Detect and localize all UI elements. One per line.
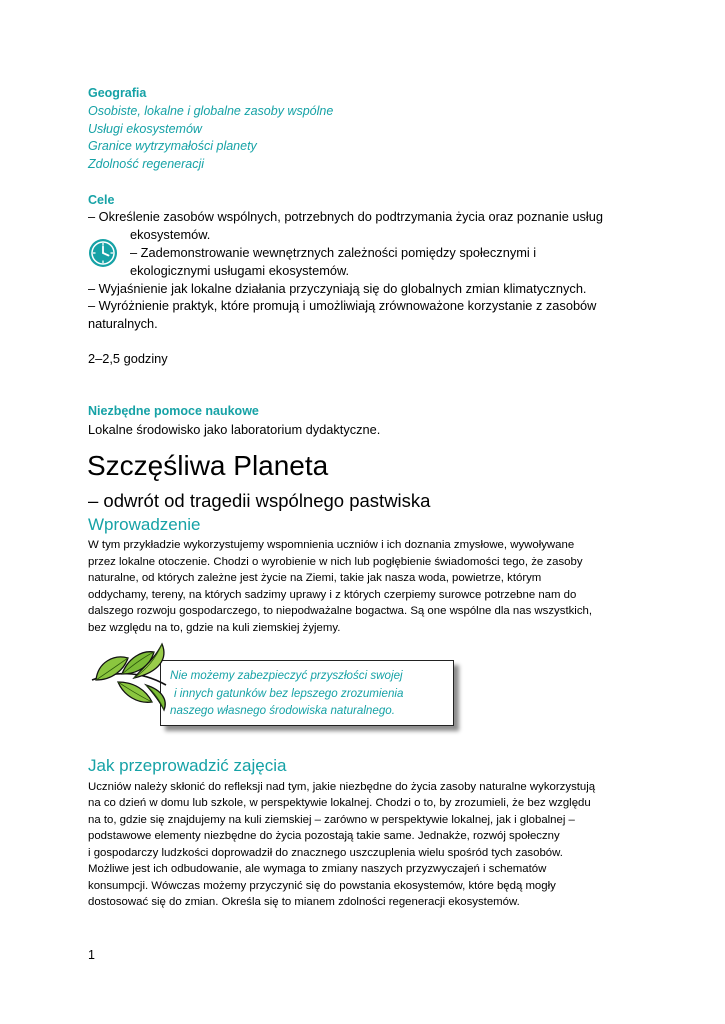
goal-line: – Określenie zasobów wspólnych, potrzebnych do podtrzymania życia oraz poznanie usług (88, 209, 603, 224)
topic-item: Granice wytrzymałości planety (88, 139, 257, 153)
materials-heading: Niezbędne pomoce naukowe (88, 404, 259, 418)
subject-heading: Geografia (88, 86, 147, 100)
intro-line: bez względu na to, gdzie na kuli ziemskiej żyjemy. (88, 622, 341, 634)
intro-line: dalszego rozwoju gospodarczego, to niepodważalne bogactwa. Są one wspólne dla nas wszystkich, (88, 605, 593, 617)
howto-line: Uczniów należy skłonić do refleksji nad tym, jakie niezbędne do życia zasoby naturalne wykorzystują (88, 781, 596, 793)
page-number: 1 (88, 948, 95, 962)
howto-line: dostosować się do zmian. Określa się to mianem zdolności regeneracji ekosystemów. (88, 896, 520, 908)
intro-line: naturalne, od których zależne jest życie na Ziemi, takie jak nasza woda, powietrze, którym (88, 572, 542, 584)
howto-line: Możliwe jest ich odbudowanie, ale wymaga to zmiany naszych przyzwyczajeń i schematów (88, 863, 547, 875)
page-subtitle: – odwrót od tragedii wspólnego pastwiska (88, 490, 431, 511)
quote-line: Nie możemy zabezpieczyć przyszłości swojej (170, 669, 403, 682)
materials-text: Lokalne środowisko jako laboratorium dydaktyczne. (88, 422, 381, 437)
goal-line: ekosystemów. (130, 227, 211, 242)
goal-line: – Wyjaśnienie jak lokalne działania przyczyniają się do globalnych zmian klimatycznych. (88, 281, 587, 296)
howto-line: konsumpcji. Wówczas możemy przyczynić się do powstania ekosystemów, które będą mogły (88, 880, 556, 892)
goal-line: – Zademonstrowanie wewnętrznych zależności pomiędzy społecznymi i (130, 245, 537, 260)
howto-line: na to, gdzie się znajdujemy na kuli ziemskiej – zarówno w perspektywie lokalnej, jak i globalnej – (88, 814, 575, 826)
intro-line: oddychamy, tereny, na których sadzimy uprawy i z których czerpiemy surowce potrzebne nam do (88, 589, 577, 601)
quote-line: naszego własnego środowiska naturalnego. (170, 704, 395, 717)
howto-heading: Jak przeprowadzić zajęcia (88, 756, 287, 775)
goal-line: – Wyróżnienie praktyk, które promują i umożliwiają zrównoważone korzystanie z zasobów (88, 298, 597, 313)
clock-icon (88, 238, 118, 268)
topic-item: Osobiste, lokalne i globalne zasoby wspólne (88, 104, 334, 118)
intro-line: przez lokalne otoczenie. Chodzi o wyrobienie w nich lub pogłębienie świadomości tego, że zasoby (88, 556, 583, 568)
topic-item: Zdolność regeneracji (88, 157, 205, 171)
howto-line: i gospodarczy ludzkości doprowadził do znacznego uszczuplenia wielu spośród tych zasobów. (88, 847, 563, 859)
goal-line: naturalnych. (88, 316, 158, 331)
quote-line: i innych gatunków bez lepszego zrozumienia (174, 687, 404, 700)
duration-text: 2–2,5 godziny (88, 351, 168, 366)
howto-line: na co dzień w domu lub szkole, w perspektywie lokalnej. Chodzi o to, by zrozumieli, że bez względu (88, 797, 591, 809)
page-title: Szczęśliwa Planeta (87, 450, 329, 481)
topic-item: Usługi ekosystemów (88, 122, 202, 136)
leaves-icon (88, 640, 170, 712)
goal-line: ekologicznymi usługami ekosystemów. (130, 263, 350, 278)
howto-line: podstawowe elementy niezbędne do życia pozostają takie same. Jednakże, rozwój społeczny (88, 830, 560, 842)
intro-line: W tym przykładzie wykorzystujemy wspomnienia uczniów i ich doznania zmysłowe, wywoływane (88, 539, 575, 551)
goals-heading: Cele (88, 193, 115, 207)
intro-heading: Wprowadzenie (88, 515, 201, 534)
